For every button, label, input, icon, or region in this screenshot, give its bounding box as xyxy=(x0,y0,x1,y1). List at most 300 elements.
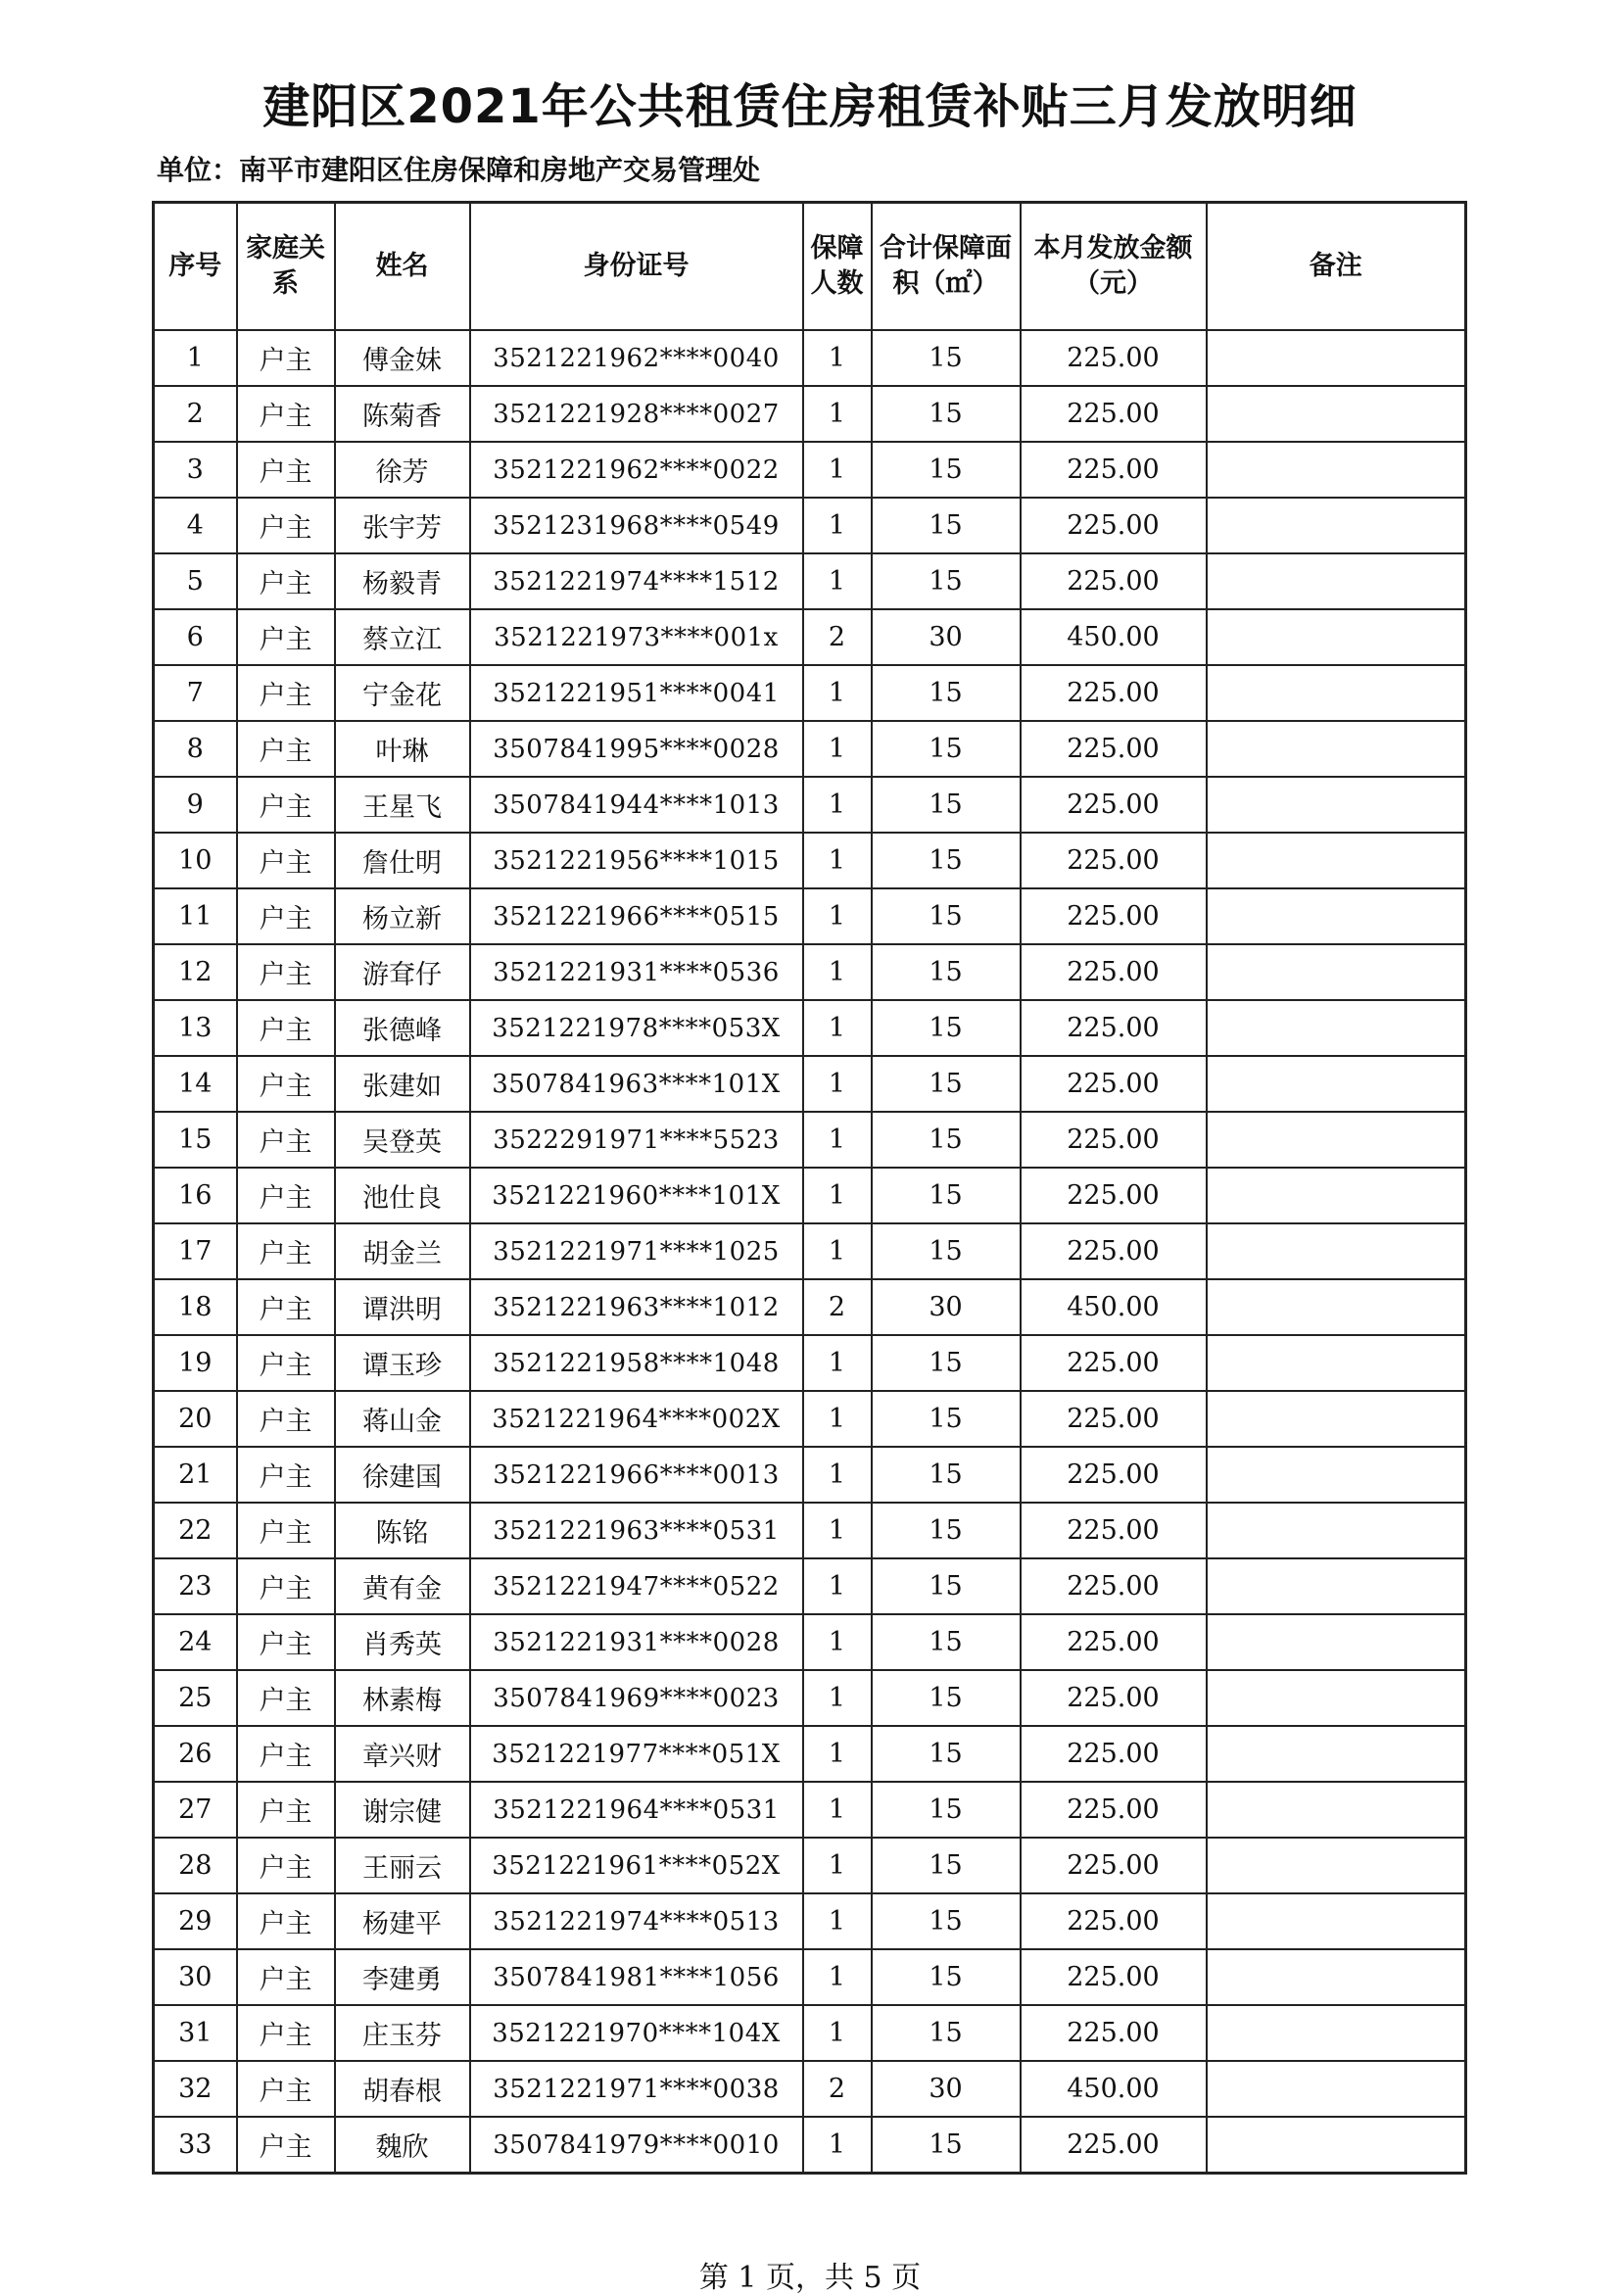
cell-name: 杨立新 xyxy=(335,888,470,944)
cell-relation: 户主 xyxy=(237,1838,335,1893)
cell-remark xyxy=(1207,1893,1466,1949)
cell-name: 陈铭 xyxy=(335,1503,470,1558)
cell-people: 1 xyxy=(803,777,872,833)
cell-people: 1 xyxy=(803,944,872,1000)
cell-area: 15 xyxy=(872,665,1021,721)
cell-people: 2 xyxy=(803,2061,872,2117)
cell-amount: 225.00 xyxy=(1021,1391,1207,1447)
cell-area: 15 xyxy=(872,1000,1021,1056)
cell-remark xyxy=(1207,1503,1466,1558)
cell-relation: 户主 xyxy=(237,944,335,1000)
cell-name: 傅金妹 xyxy=(335,330,470,386)
cell-id-number: 3507841979****0010 xyxy=(470,2117,803,2174)
cell-people: 1 xyxy=(803,1893,872,1949)
cell-name: 蒋山金 xyxy=(335,1391,470,1447)
cell-remark xyxy=(1207,1168,1466,1223)
cell-remark xyxy=(1207,442,1466,498)
cell-id-number: 3521221978****053X xyxy=(470,1000,803,1056)
table-row xyxy=(154,1614,1466,1670)
table-row xyxy=(154,1335,1466,1391)
cell-people: 1 xyxy=(803,1726,872,1782)
cell-remark xyxy=(1207,1112,1466,1168)
cell-remark xyxy=(1207,1391,1466,1447)
cell-people: 1 xyxy=(803,888,872,944)
cell-area: 15 xyxy=(872,1223,1021,1279)
cell-people: 1 xyxy=(803,2005,872,2061)
cell-name: 黄有金 xyxy=(335,1558,470,1614)
table-row xyxy=(154,1168,1466,1223)
cell-area: 15 xyxy=(872,888,1021,944)
cell-amount: 225.00 xyxy=(1021,1726,1207,1782)
cell-relation: 户主 xyxy=(237,2061,335,2117)
cell-people: 1 xyxy=(803,665,872,721)
cell-area: 15 xyxy=(872,498,1021,553)
cell-id-number: 3521221931****0028 xyxy=(470,1614,803,1670)
page-title: 建阳区2021年公共租赁住房租赁补贴三月发放明细 xyxy=(262,79,1358,134)
cell-seq: 17 xyxy=(154,1223,237,1279)
cell-amount: 450.00 xyxy=(1021,2061,1207,2117)
cell-seq: 22 xyxy=(154,1503,237,1558)
cell-amount: 225.00 xyxy=(1021,1335,1207,1391)
cell-people: 1 xyxy=(803,1558,872,1614)
cell-seq: 10 xyxy=(154,833,237,888)
cell-amount: 225.00 xyxy=(1021,2117,1207,2174)
cell-people: 1 xyxy=(803,1838,872,1893)
cell-seq: 18 xyxy=(154,1279,237,1335)
table-row xyxy=(154,1949,1466,2005)
cell-name: 章兴财 xyxy=(335,1726,470,1782)
cell-relation: 户主 xyxy=(237,888,335,944)
header-area: 合计保障面积（㎡） xyxy=(872,203,1021,331)
cell-people: 1 xyxy=(803,833,872,888)
table-row xyxy=(154,1838,1466,1893)
cell-people: 2 xyxy=(803,609,872,665)
cell-id-number: 3521221970****104X xyxy=(470,2005,803,2061)
cell-people: 1 xyxy=(803,1000,872,1056)
cell-remark xyxy=(1207,2005,1466,2061)
cell-seq: 27 xyxy=(154,1782,237,1838)
cell-relation: 户主 xyxy=(237,330,335,386)
cell-amount: 225.00 xyxy=(1021,442,1207,498)
cell-people: 1 xyxy=(803,2117,872,2174)
cell-name: 李建勇 xyxy=(335,1949,470,2005)
cell-name: 胡金兰 xyxy=(335,1223,470,1279)
cell-amount: 450.00 xyxy=(1021,609,1207,665)
cell-name: 叶琳 xyxy=(335,721,470,777)
cell-amount: 450.00 xyxy=(1021,1279,1207,1335)
cell-amount: 225.00 xyxy=(1021,777,1207,833)
table-body xyxy=(154,330,1466,2174)
cell-amount: 225.00 xyxy=(1021,1670,1207,1726)
cell-amount: 225.00 xyxy=(1021,386,1207,442)
cell-amount: 225.00 xyxy=(1021,1168,1207,1223)
cell-id-number: 3521221947****0522 xyxy=(470,1558,803,1614)
cell-people: 1 xyxy=(803,1223,872,1279)
cell-id-number: 3521221963****1012 xyxy=(470,1279,803,1335)
cell-seq: 31 xyxy=(154,2005,237,2061)
cell-seq: 8 xyxy=(154,721,237,777)
table-row xyxy=(154,1726,1466,1782)
cell-remark xyxy=(1207,1447,1466,1503)
cell-seq: 24 xyxy=(154,1614,237,1670)
cell-area: 15 xyxy=(872,1056,1021,1112)
cell-relation: 户主 xyxy=(237,2005,335,2061)
cell-id-number: 3521221928****0027 xyxy=(470,386,803,442)
cell-relation: 户主 xyxy=(237,1223,335,1279)
cell-id-number: 3521221966****0515 xyxy=(470,888,803,944)
cell-remark xyxy=(1207,665,1466,721)
cell-remark xyxy=(1207,1056,1466,1112)
cell-amount: 225.00 xyxy=(1021,1447,1207,1503)
cell-relation: 户主 xyxy=(237,1503,335,1558)
table-row xyxy=(154,1782,1466,1838)
cell-relation: 户主 xyxy=(237,609,335,665)
cell-id-number: 3521221951****0041 xyxy=(470,665,803,721)
cell-area: 15 xyxy=(872,1670,1021,1726)
cell-seq: 4 xyxy=(154,498,237,553)
cell-area: 15 xyxy=(872,833,1021,888)
cell-id-number: 3521221974****1512 xyxy=(470,553,803,609)
cell-amount: 225.00 xyxy=(1021,1782,1207,1838)
cell-relation: 户主 xyxy=(237,1391,335,1447)
cell-area: 15 xyxy=(872,1614,1021,1670)
cell-remark xyxy=(1207,1223,1466,1279)
cell-name: 张德峰 xyxy=(335,1000,470,1056)
table-row xyxy=(154,1558,1466,1614)
cell-id-number: 3521221973****001x xyxy=(470,609,803,665)
header-relation: 家庭关系 xyxy=(237,203,335,331)
header-amount: 本月发放金额（元） xyxy=(1021,203,1207,331)
header-seq: 序号 xyxy=(154,203,237,331)
cell-relation: 户主 xyxy=(237,1726,335,1782)
cell-people: 1 xyxy=(803,1391,872,1447)
table-row xyxy=(154,833,1466,888)
table-row xyxy=(154,330,1466,386)
cell-id-number: 3521221962****0040 xyxy=(470,330,803,386)
cell-seq: 13 xyxy=(154,1000,237,1056)
cell-amount: 225.00 xyxy=(1021,1223,1207,1279)
cell-area: 15 xyxy=(872,1726,1021,1782)
cell-area: 15 xyxy=(872,1335,1021,1391)
cell-relation: 户主 xyxy=(237,1782,335,1838)
cell-people: 1 xyxy=(803,386,872,442)
cell-people: 2 xyxy=(803,1279,872,1335)
cell-seq: 33 xyxy=(154,2117,237,2174)
cell-area: 15 xyxy=(872,1112,1021,1168)
cell-name: 谭玉珍 xyxy=(335,1335,470,1391)
cell-relation: 户主 xyxy=(237,2117,335,2174)
cell-name: 徐芳 xyxy=(335,442,470,498)
cell-amount: 225.00 xyxy=(1021,1112,1207,1168)
table-row xyxy=(154,442,1466,498)
cell-name: 林素梅 xyxy=(335,1670,470,1726)
cell-id-number: 3521221964****0531 xyxy=(470,1782,803,1838)
cell-area: 30 xyxy=(872,1279,1021,1335)
cell-people: 1 xyxy=(803,1670,872,1726)
cell-area: 15 xyxy=(872,721,1021,777)
cell-seq: 32 xyxy=(154,2061,237,2117)
header-name: 姓名 xyxy=(335,203,470,331)
table-row xyxy=(154,2061,1466,2117)
cell-id-number: 3521221974****0513 xyxy=(470,1893,803,1949)
cell-amount: 225.00 xyxy=(1021,721,1207,777)
cell-area: 15 xyxy=(872,1168,1021,1223)
cell-name: 杨毅青 xyxy=(335,553,470,609)
cell-seq: 20 xyxy=(154,1391,237,1447)
cell-remark xyxy=(1207,330,1466,386)
cell-name: 王星飞 xyxy=(335,777,470,833)
cell-name: 吴登英 xyxy=(335,1112,470,1168)
table-row xyxy=(154,1670,1466,1726)
table-row xyxy=(154,2117,1466,2174)
header-id: 身份证号 xyxy=(470,203,803,331)
table-row xyxy=(154,1223,1466,1279)
cell-remark xyxy=(1207,721,1466,777)
cell-area: 15 xyxy=(872,1391,1021,1447)
cell-people: 1 xyxy=(803,330,872,386)
table-row xyxy=(154,944,1466,1000)
cell-area: 15 xyxy=(872,1782,1021,1838)
cell-id-number: 3521221962****0022 xyxy=(470,442,803,498)
table-row xyxy=(154,1447,1466,1503)
cell-name: 徐建国 xyxy=(335,1447,470,1503)
cell-name: 詹仕明 xyxy=(335,833,470,888)
cell-id-number: 3521221971****1025 xyxy=(470,1223,803,1279)
cell-id-number: 3521221958****1048 xyxy=(470,1335,803,1391)
cell-id-number: 3521231968****0549 xyxy=(470,498,803,553)
cell-name: 谭洪明 xyxy=(335,1279,470,1335)
cell-amount: 225.00 xyxy=(1021,833,1207,888)
cell-relation: 户主 xyxy=(237,1056,335,1112)
table-row xyxy=(154,2005,1466,2061)
cell-remark xyxy=(1207,2061,1466,2117)
cell-area: 15 xyxy=(872,386,1021,442)
cell-relation: 户主 xyxy=(237,386,335,442)
cell-seq: 6 xyxy=(154,609,237,665)
cell-people: 1 xyxy=(803,1503,872,1558)
cell-relation: 户主 xyxy=(237,1335,335,1391)
table-row xyxy=(154,498,1466,553)
cell-id-number: 3507841963****101X xyxy=(470,1056,803,1112)
cell-relation: 户主 xyxy=(237,1949,335,2005)
cell-id-number: 3507841995****0028 xyxy=(470,721,803,777)
cell-people: 1 xyxy=(803,1614,872,1670)
cell-relation: 户主 xyxy=(237,1279,335,1335)
cell-area: 15 xyxy=(872,944,1021,1000)
cell-id-number: 3507841969****0023 xyxy=(470,1670,803,1726)
cell-relation: 户主 xyxy=(237,442,335,498)
cell-people: 1 xyxy=(803,1056,872,1112)
cell-remark xyxy=(1207,1000,1466,1056)
cell-amount: 225.00 xyxy=(1021,1949,1207,2005)
cell-area: 15 xyxy=(872,330,1021,386)
cell-id-number: 3521221931****0536 xyxy=(470,944,803,1000)
cell-remark xyxy=(1207,1726,1466,1782)
table-row xyxy=(154,1391,1466,1447)
cell-seq: 12 xyxy=(154,944,237,1000)
cell-name: 庄玉芬 xyxy=(335,2005,470,2061)
cell-amount: 225.00 xyxy=(1021,1056,1207,1112)
cell-people: 1 xyxy=(803,553,872,609)
cell-area: 15 xyxy=(872,2117,1021,2174)
cell-id-number: 3521221977****051X xyxy=(470,1726,803,1782)
header-people: 保障人数 xyxy=(803,203,872,331)
cell-remark xyxy=(1207,1614,1466,1670)
cell-id-number: 3521221963****0531 xyxy=(470,1503,803,1558)
cell-remark xyxy=(1207,777,1466,833)
table-row xyxy=(154,721,1466,777)
cell-amount: 225.00 xyxy=(1021,498,1207,553)
cell-amount: 225.00 xyxy=(1021,553,1207,609)
cell-area: 15 xyxy=(872,1838,1021,1893)
cell-relation: 户主 xyxy=(237,1558,335,1614)
cell-relation: 户主 xyxy=(237,833,335,888)
cell-id-number: 3521221971****0038 xyxy=(470,2061,803,2117)
cell-area: 15 xyxy=(872,553,1021,609)
subsidy-table xyxy=(152,201,1467,2175)
cell-remark xyxy=(1207,553,1466,609)
table-row xyxy=(154,1503,1466,1558)
cell-name: 蔡立江 xyxy=(335,609,470,665)
cell-area: 15 xyxy=(872,1893,1021,1949)
cell-amount: 225.00 xyxy=(1021,1614,1207,1670)
table-row xyxy=(154,1056,1466,1112)
cell-people: 1 xyxy=(803,1949,872,2005)
cell-people: 1 xyxy=(803,1112,872,1168)
cell-amount: 225.00 xyxy=(1021,1558,1207,1614)
cell-seq: 9 xyxy=(154,777,237,833)
cell-amount: 225.00 xyxy=(1021,1000,1207,1056)
cell-id-number: 3521221960****101X xyxy=(470,1168,803,1223)
cell-seq: 2 xyxy=(154,386,237,442)
cell-seq: 15 xyxy=(154,1112,237,1168)
cell-remark xyxy=(1207,1949,1466,2005)
cell-remark xyxy=(1207,1670,1466,1726)
cell-relation: 户主 xyxy=(237,498,335,553)
cell-id-number: 3522291971****5523 xyxy=(470,1112,803,1168)
table-row xyxy=(154,1893,1466,1949)
cell-name: 杨建平 xyxy=(335,1893,470,1949)
cell-relation: 户主 xyxy=(237,1893,335,1949)
cell-area: 30 xyxy=(872,609,1021,665)
cell-id-number: 3521221964****002X xyxy=(470,1391,803,1447)
cell-area: 15 xyxy=(872,777,1021,833)
cell-people: 1 xyxy=(803,1782,872,1838)
cell-people: 1 xyxy=(803,1447,872,1503)
cell-seq: 3 xyxy=(154,442,237,498)
table-row xyxy=(154,386,1466,442)
cell-people: 1 xyxy=(803,498,872,553)
cell-area: 15 xyxy=(872,1949,1021,2005)
cell-amount: 225.00 xyxy=(1021,1893,1207,1949)
cell-seq: 23 xyxy=(154,1558,237,1614)
cell-id-number: 3521221966****0013 xyxy=(470,1447,803,1503)
page-number: 第 1 页，共 5 页 xyxy=(698,2261,922,2295)
cell-amount: 225.00 xyxy=(1021,944,1207,1000)
cell-remark xyxy=(1207,1279,1466,1335)
cell-seq: 21 xyxy=(154,1447,237,1503)
cell-relation: 户主 xyxy=(237,1614,335,1670)
cell-id-number: 3521221956****1015 xyxy=(470,833,803,888)
cell-remark xyxy=(1207,498,1466,553)
cell-name: 谢宗健 xyxy=(335,1782,470,1838)
cell-name: 王丽云 xyxy=(335,1838,470,1893)
table-row xyxy=(154,665,1466,721)
table-row xyxy=(154,1000,1466,1056)
table-row xyxy=(154,777,1466,833)
cell-remark xyxy=(1207,888,1466,944)
cell-remark xyxy=(1207,833,1466,888)
cell-amount: 225.00 xyxy=(1021,1838,1207,1893)
cell-relation: 户主 xyxy=(237,777,335,833)
cell-remark xyxy=(1207,944,1466,1000)
table-row xyxy=(154,888,1466,944)
cell-relation: 户主 xyxy=(237,1168,335,1223)
cell-name: 魏欣 xyxy=(335,2117,470,2174)
cell-seq: 5 xyxy=(154,553,237,609)
cell-seq: 25 xyxy=(154,1670,237,1726)
cell-seq: 11 xyxy=(154,888,237,944)
cell-id-number: 3507841981****1056 xyxy=(470,1949,803,2005)
cell-name: 池仕良 xyxy=(335,1168,470,1223)
cell-amount: 225.00 xyxy=(1021,2005,1207,2061)
cell-remark xyxy=(1207,1335,1466,1391)
cell-relation: 户主 xyxy=(237,721,335,777)
cell-remark xyxy=(1207,609,1466,665)
table-header-row xyxy=(154,203,1466,331)
cell-area: 15 xyxy=(872,1558,1021,1614)
cell-amount: 225.00 xyxy=(1021,330,1207,386)
cell-remark xyxy=(1207,1782,1466,1838)
cell-name: 游耷仔 xyxy=(335,944,470,1000)
cell-relation: 户主 xyxy=(237,665,335,721)
cell-area: 15 xyxy=(872,1503,1021,1558)
cell-remark xyxy=(1207,1558,1466,1614)
cell-people: 1 xyxy=(803,1168,872,1223)
cell-amount: 225.00 xyxy=(1021,888,1207,944)
cell-area: 15 xyxy=(872,442,1021,498)
header-remark: 备注 xyxy=(1207,203,1466,331)
cell-name: 张宇芳 xyxy=(335,498,470,553)
cell-remark xyxy=(1207,386,1466,442)
cell-seq: 14 xyxy=(154,1056,237,1112)
cell-area: 15 xyxy=(872,1447,1021,1503)
cell-seq: 19 xyxy=(154,1335,237,1391)
table-row xyxy=(154,609,1466,665)
cell-relation: 户主 xyxy=(237,1000,335,1056)
unit-label: 单位：南平市建阳区住房保障和房地产交易管理处 xyxy=(157,154,761,186)
cell-id-number: 3507841944****1013 xyxy=(470,777,803,833)
cell-relation: 户主 xyxy=(237,1112,335,1168)
cell-relation: 户主 xyxy=(237,553,335,609)
cell-name: 宁金花 xyxy=(335,665,470,721)
cell-seq: 16 xyxy=(154,1168,237,1223)
cell-seq: 28 xyxy=(154,1838,237,1893)
table-row xyxy=(154,553,1466,609)
cell-id-number: 3521221961****052X xyxy=(470,1838,803,1893)
cell-seq: 1 xyxy=(154,330,237,386)
table-row xyxy=(154,1112,1466,1168)
cell-remark xyxy=(1207,2117,1466,2174)
cell-relation: 户主 xyxy=(237,1447,335,1503)
cell-relation: 户主 xyxy=(237,1670,335,1726)
cell-amount: 225.00 xyxy=(1021,1503,1207,1558)
cell-name: 胡春根 xyxy=(335,2061,470,2117)
cell-name: 肖秀英 xyxy=(335,1614,470,1670)
table-row xyxy=(154,1279,1466,1335)
cell-area: 15 xyxy=(872,2005,1021,2061)
cell-amount: 225.00 xyxy=(1021,665,1207,721)
